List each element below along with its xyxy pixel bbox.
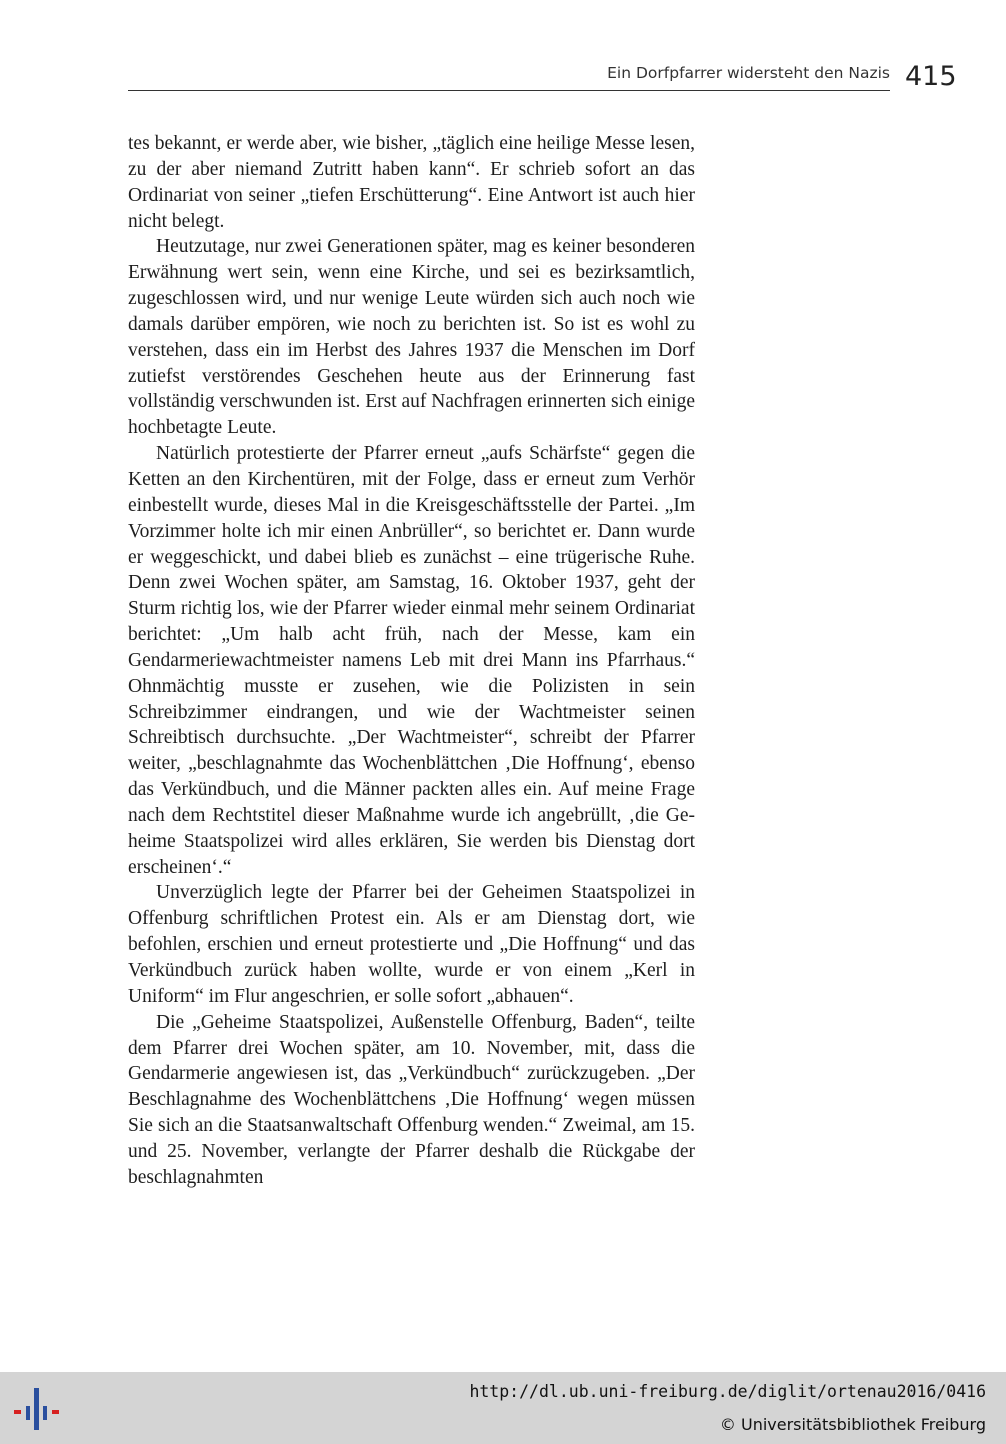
paragraph-2: Heutzutage, nur zwei Generationen später, mag es keiner besonderen Erwähnung wert sein, wenn eine Kirche, und sei es bezirksamtlich, zugeschlossen wird, und nur wenige Leute würden sich auch noch wie damals darüber empören, wie noch zu berichten ist. So ist es wohl zu verstehen, dass ein im Herbst des Jahres 1937 die Menschen im Dorf zutiefst verstörendes Geschehen heute aus der Erinnerung fast vollständig verschwunden ist. Erst auf Nachfragen erinnerten sich einige hochbetagte Leute. — [128, 236, 695, 439]
ub-freiburg-logo-icon — [12, 1382, 64, 1436]
page-number: 415 — [905, 61, 957, 92]
paragraph-5: Die „Geheime Staatspolizei, Außenstelle Offenburg, Baden“, teilte dem Pfarrer drei Wochen später, am 10. November, mit, dass die Gendarmerie angewiesen ist, das „Verkündbuch“ zurückzugeben. „Der Beschlagnahme des Wochenblättchens ‚Die Hoffnung‘ wegen müssen Sie sich an die Staatsanwaltschaft Offenburg wenden.“ Zweimal, am 15. und 25. November, verlangte der Pfarrer deshalb die Rückgabe der beschlagnahmten — [128, 1011, 695, 1188]
body-text — [128, 131, 695, 1191]
running-header — [128, 62, 890, 91]
library-footer-bar — [0, 1372, 1006, 1444]
copyright-notice: © Universitätsbibliothek Freiburg — [719, 1415, 986, 1434]
permalink-url[interactable]: http://dl.ub.uni-freiburg.de/diglit/ortenau2016/0416 — [469, 1382, 986, 1401]
running-title: Ein Dorfpfarrer widersteht den Nazis — [607, 64, 890, 82]
paragraph-1: tes bekannt, er werde aber, wie bisher, „täglich eine heilige Messe lesen, zu der aber niemand Zutritt haben kann“. Er schrieb sofort an das Ordinariat von seiner „tiefen Erschütterung“. Eine Antwort ist auch hier nicht belegt. — [128, 133, 695, 232]
paragraph-3: Natürlich protestierte der Pfarrer erneut „aufs Schärfste“ gegen die Ketten an den Kirchentüren, mit der Folge, dass er erneut zum Verhör einbestellt wurde, dieses Mal in die Kreisgeschäftsstelle der Partei. „Im Vorzimmer holte ich mir einen Anbrüller“, so berichtet er. Dann wurde er weggeschickt, und dabei blieb es zunächst – eine trügerische Ruhe. Denn zwei Wochen später, am Samstag, 16. Oktober 1937, geht der Sturm richtig los, wie der Pfarrer wieder einmal mehr seinem Ordinariat berichtet: „Um halb acht früh, nach der Messe, kam ein Gendarmeriewachtmeister namens Leb mit drei Mann ins Pfarrhaus.“ Ohnmächtig musste er zusehen, wie die Polizisten in sein Schreibzimmer eindrangen, und wie der Wachtmeister seinen Schreibtisch durchsuchte. „Der Wachtmeister“, schreibt der Pfarrer weiter, „beschlagnahmte das Wochenblättchen ‚Die Hoffnung‘, ebenso das Verkündbuch, und die Männer packten alles ein. Auf meine Frage nach dem Rechtstitel dieser Maßnahme wurde ich angebrüllt, ‚die Geheime Staatspolizei wird alles erklären, Sie werden bis Dienstag dort erscheinen‘.“ — [128, 443, 695, 878]
paragraph-4: Unverzüglich legte der Pfarrer bei der Geheimen Staatspolizei in Offenburg schriftlichen Protest ein. Als er am Dienstag dort, wie befohlen, erschien und erneut protestierte und „Die Hoffnung“ und das Verkündbuch zurück haben wollte, wurde er von einem „Kerl in Uniform“ im Flur angeschrien, er solle sofort „abhauen“. — [128, 882, 695, 1007]
